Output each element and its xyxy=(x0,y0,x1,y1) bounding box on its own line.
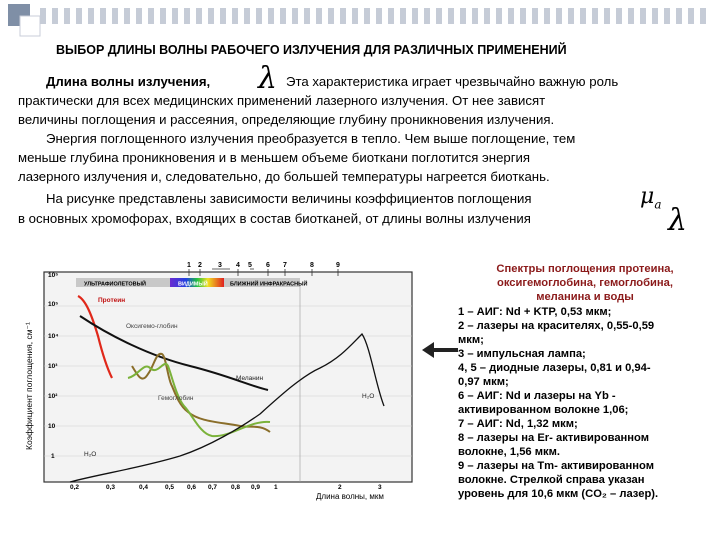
y-tick-5: 10 xyxy=(48,423,56,430)
band-label-uv: УЛЬТРАФИОЛЕТОВЫЙ xyxy=(84,281,146,288)
caption-line: 0,97 мкм; xyxy=(458,376,509,388)
co2-arrow-icon xyxy=(420,340,460,360)
caption-heading: Спектры поглощения протеина, оксигемоглобина, гемоглобина, меланина и воды xyxy=(496,263,674,303)
caption-line: 9 – лазеры на Tm- активированном xyxy=(458,460,654,472)
marker-2: 2 xyxy=(198,262,202,269)
lambda-symbol-1: λ xyxy=(258,61,278,96)
text-p1-line3: величины поглощения и рассеяния, определяющие глубину проникновения излучения. xyxy=(18,112,555,127)
text-p1-line2: практически для всех медицинских применений лазерного излучения. От нее зависят xyxy=(18,93,546,108)
lambda-symbol-2: λ xyxy=(668,203,688,238)
y-tick-0: 10⁵ xyxy=(48,272,59,279)
x-tick-4: 0,6 xyxy=(187,484,197,491)
y-tick-2: 10⁴ xyxy=(48,333,59,340)
text-p3-line2: в основных хромофорах, входящих в состав биотканей, от длины волны излучения xyxy=(18,211,531,226)
marker-1: 1 xyxy=(187,262,191,269)
band-label-vis: ВИДИМЫЙ xyxy=(178,281,208,288)
x-tick-1: 0,3 xyxy=(106,484,116,491)
caption-line: 3 – импульсная лампа; xyxy=(458,348,586,360)
text-p3-line1: На рисунке представлены зависимости величины коэффициентов поглощения xyxy=(46,191,532,206)
caption-line: мкм; xyxy=(458,334,484,346)
marker-9: 9 xyxy=(336,262,340,269)
x-tick-3: 0,5 xyxy=(165,484,175,491)
marker-3: 3 xyxy=(218,262,222,269)
x-tick-7: 0,9 xyxy=(251,484,261,491)
absorption-spectra-figure xyxy=(40,256,420,506)
x-axis-label: Длина волны, мкм xyxy=(316,492,384,501)
x-tick-6: 0,8 xyxy=(231,484,241,491)
text-p2-line1: Энергия поглощенного излучения преобразуется в тепло. Чем выше поглощение, тем xyxy=(46,131,576,146)
caption-line: 8 – лазеры на Er- активированном xyxy=(458,432,650,444)
label-protein: Протеин xyxy=(98,297,126,304)
marker-8: 8 xyxy=(310,262,314,269)
text-p2-line3: лазерного излучения и, следовательно, до большей температуры нагреется биоткань. xyxy=(18,169,550,184)
y-tick-6: 1 xyxy=(51,453,55,460)
text-p2-line2: меньше глубина проникновения и в меньшем объеме биоткани поглотится энергия xyxy=(18,150,531,165)
caption-line: волокне, 1,56 мкм. xyxy=(458,446,561,458)
page-title: ВЫБОР ДЛИНЫ ВОЛНЫ РАБОЧЕГО ИЗЛУЧЕНИЯ ДЛЯ РАЗЛИЧНЫХ ПРИМЕНЕНИЙ xyxy=(56,43,567,57)
marker-6: 6 xyxy=(266,262,270,269)
text-p1-rest: Эта характеристика играет чрезвычайно важную роль xyxy=(286,74,619,89)
x-tick-5: 0,7 xyxy=(208,484,218,491)
x-tick-0: 0,2 xyxy=(70,484,80,491)
y-tick-3: 10³ xyxy=(48,363,58,370)
y-axis-label: Коэффициент поглощения, см⁻¹ xyxy=(24,322,34,450)
label-hemoglobin: Гемоглобин xyxy=(158,395,194,402)
text-p1-term: Длина волны излучения, xyxy=(46,74,211,89)
caption-line: 2 – лазеры на красителях, 0,55-0,59 xyxy=(458,320,655,332)
mu-symbol: $\mu_a$ xyxy=(640,184,662,212)
label-oxyhemoglobin: Оксигемо-глобин xyxy=(126,323,178,330)
label-water-left: H₂O xyxy=(84,451,97,458)
y-tick-4: 10² xyxy=(48,393,58,400)
x-tick-9: 2 xyxy=(338,484,342,491)
caption-line: 6 – АИГ: Nd и лазеры на Yb - xyxy=(458,390,616,402)
caption-line: активированном волокне 1,06; xyxy=(458,404,629,416)
x-tick-10: 3 xyxy=(378,484,382,491)
marker-5: 5 xyxy=(248,262,252,269)
caption-line: волокне. Стрелкой справа указан xyxy=(458,474,645,486)
band-label-nir: БЛИЖНИЙ ИНФРАКРАСНЫЙ xyxy=(230,281,308,288)
y-tick-1: 10⁵ xyxy=(48,301,59,308)
marker-7: 7 xyxy=(283,262,287,269)
caption-line: 7 – АИГ: Nd, 1,32 мкм; xyxy=(458,418,578,430)
caption-line: 1 – АИГ: Nd + KTP, 0,53 мкм; xyxy=(458,306,612,318)
label-melanin: Меланин xyxy=(236,375,264,382)
figure-caption xyxy=(458,262,712,501)
x-tick-8: 1 xyxy=(274,484,278,491)
caption-line: 4, 5 – диодные лазеры, 0,81 и 0,94- xyxy=(458,362,651,374)
label-water-right: H₂O xyxy=(362,393,375,400)
marker-4: 4 xyxy=(236,262,240,269)
x-tick-2: 0,4 xyxy=(139,484,149,491)
header-decoration xyxy=(0,0,720,40)
caption-line: уровень для 10,6 мкм (CO₂ – лазер). xyxy=(458,488,659,500)
